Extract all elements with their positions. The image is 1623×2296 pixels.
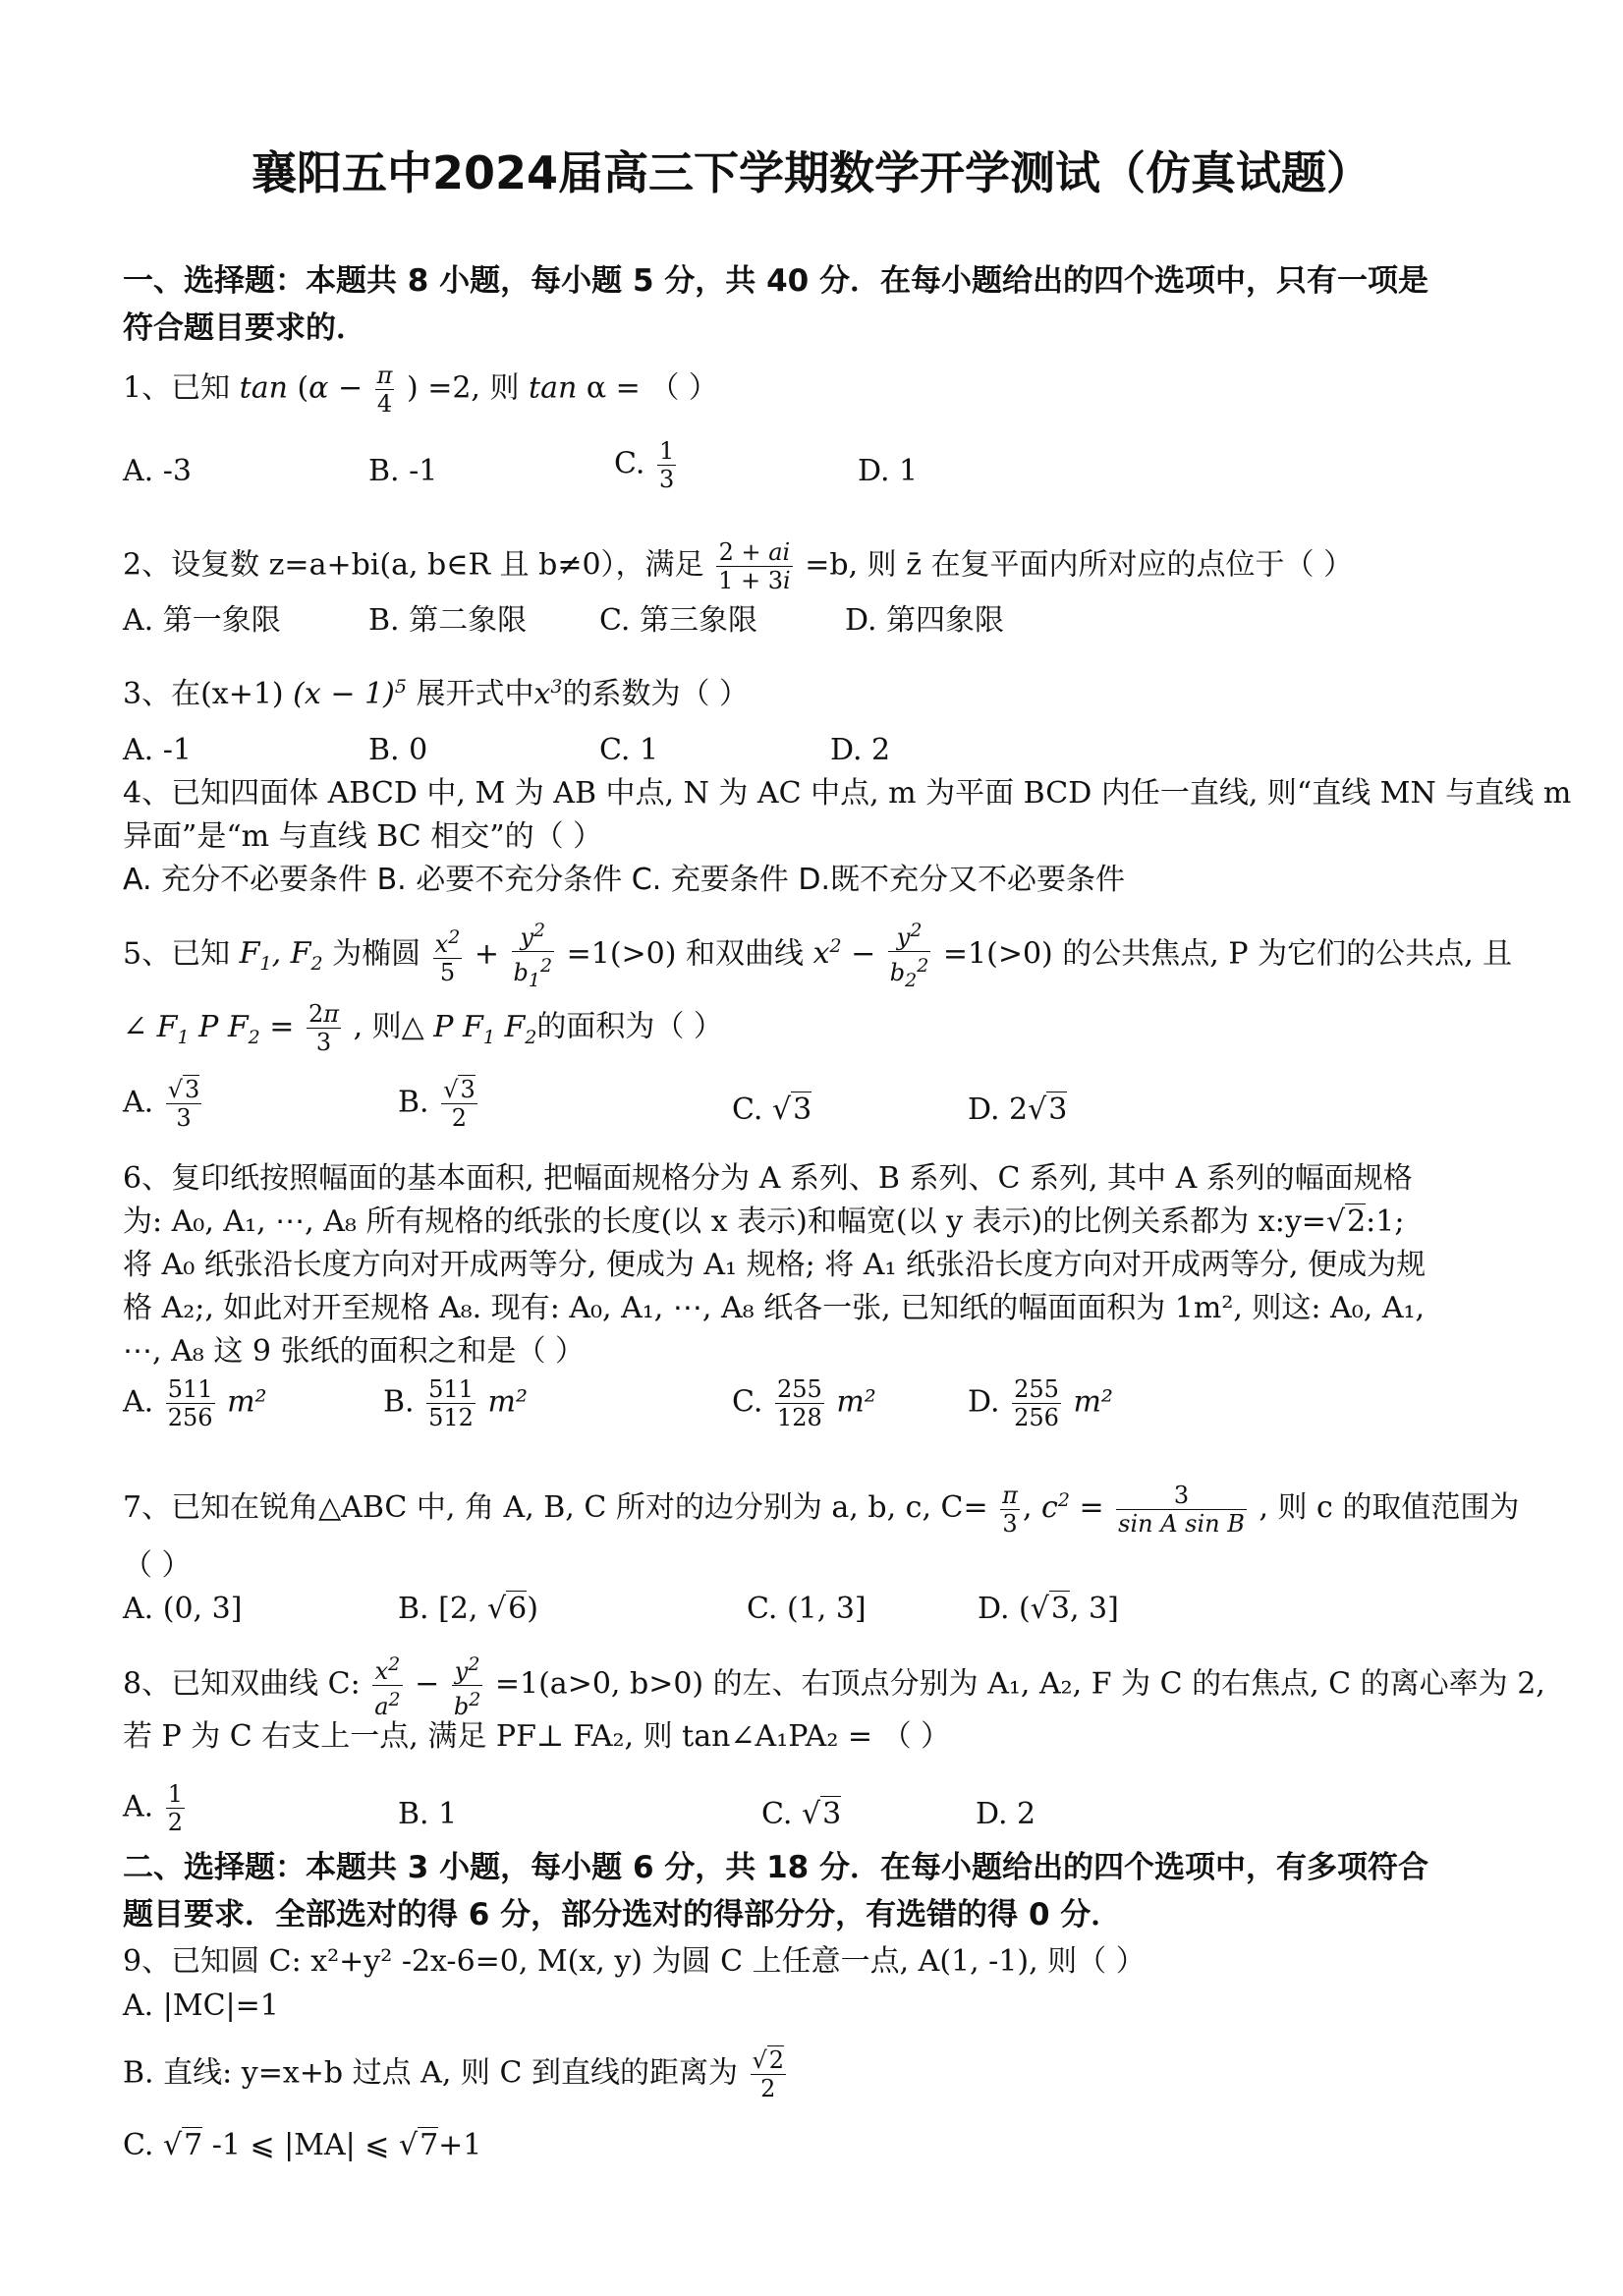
q3-stem-end: 的系数为（ ）: [562, 677, 750, 711]
page-title: 襄阳五中2024届高三下学期数学开学测试（仿真试题）: [251, 146, 1372, 199]
q6-option-d: D. $\frac{255}{256}$ m²: [968, 1375, 1113, 1431]
q5-stem-a: 为椭圆: [332, 936, 421, 972]
q1-fraction: $\frac{\pi}{4}$: [376, 362, 393, 418]
q7-stem-post: , 则 c 的取值范围为: [1259, 1490, 1520, 1525]
q1-stem-pre: 1、已知: [123, 370, 231, 406]
q5-stem-e: 的面积为（ ）: [536, 1009, 723, 1044]
q1-option-a: A. -3: [123, 454, 192, 488]
q6-line2: 为: A₀, A₁, ⋯, A₈ 所有规格的纸张的长度(以 x 表示)和幅宽(以 y 表示)的比例关系都为 x:y=√2:1;: [123, 1204, 1405, 1239]
q1-stem-post: α = （ ）: [577, 370, 718, 406]
q2-fraction: $\frac{2 + ai}{1 + 3i}$: [718, 538, 791, 594]
q5-option-c: C. √3: [732, 1092, 812, 1127]
q5-option-a: A. $\frac{√3}{3}$: [123, 1076, 200, 1132]
q1-stem-mid: ) =2, 则: [406, 370, 520, 406]
q9-option-c: C. √7 -1 ⩽ |MA| ⩽ √7+1: [123, 2128, 482, 2162]
question-6: [123, 1157, 1426, 1373]
q2-stem-post: =b, 则 z̄ 在复平面内所对应的点位于（ ）: [805, 547, 1354, 583]
section-one-line1: 一、选择题：本题共 8 小题，每小题 5 分，共 40 分．在每小题给出的四个选项中，只有一项是: [123, 263, 1429, 299]
q2-option-c: C. 第三象限: [599, 603, 757, 638]
section-one-line2: 符合题目要求的．: [123, 310, 366, 346]
q3-option-b: B. 0: [368, 733, 428, 767]
q6-line3: 将 A₀ 纸张沿长度方向对开成两等分, 便成为 A₁ 规格; 将 A₁ 纸张沿长度方向对开成两等分, 便成为规: [123, 1248, 1427, 1282]
section-two-heading: [123, 1844, 1518, 1938]
q8-line2: 若 P 为 C 右支上一点, 满足 PF⊥ FA₂, 则 tan∠A₁PA₂ = （ ）: [123, 1719, 951, 1754]
q5-stem-c: =1(>0) 的公共焦点, P 为它们的公共点, 且: [942, 936, 1513, 972]
section-one-heading: [123, 257, 1518, 352]
q3-option-a: A. -1: [123, 733, 192, 767]
q3-option-d: D. 2: [830, 733, 891, 767]
q5-stem-b: =1(>0) 和双曲线: [566, 936, 805, 972]
question-3: 3、在(x+1) $(x - 1)^5$ 展开式中$x^3$的系数为（ ）: [123, 676, 750, 711]
q5-stem-d: , 则△: [353, 1009, 424, 1044]
q8-stem-pre: 8、已知双曲线 C:: [123, 1666, 361, 1702]
question-5-line2: ∠ $F_1$ P $F_2$ = $\frac{2\pi}{3}$ , 则△ P $F_1$ $F_2$的面积为（ ）: [123, 1000, 723, 1056]
q4-line1: 4、已知四面体 ABCD 中, M 为 AB 中点, N 为 AC 中点, m 为平面 BCD 内任一直线, 则“直线 MN 与直线 m: [123, 776, 1572, 811]
q8-option-a: A. $\frac{1}{2}$: [123, 1780, 184, 1836]
q5-option-d: D. 2√3: [968, 1092, 1068, 1127]
q8-option-d: D. 2: [976, 1797, 1036, 1831]
q6-line4: 格 A₂;, 如此对开至规格 A₈. 现有: A₀, A₁, ⋯, A₈ 纸各一张, 已知纸的幅面面积为 1m², 则这: A₀, A₁,: [123, 1291, 1426, 1325]
q8-option-b: B. 1: [398, 1797, 458, 1831]
question-5: 5、已知 $F_1$, $F_2$ 为椭圆 $\frac{x^2}{5}$ + $\frac{y^2}{b_1^2}$ =1(>0) 和双曲线 $x^2$ − $\frac{y^2}{b_2^2}$ =1(>0) 的公共焦点, P 为它们的公共点, 且: [123, 917, 1512, 994]
q2-option-a: A. 第一象限: [123, 603, 281, 638]
q1-option-c-label: C.: [614, 446, 645, 481]
q7-option-b: B. [2, √6): [398, 1592, 538, 1626]
q9-option-b: B. 直线: y=x+b 过点 A, 则 C 到直线的距离为 $\frac{√2}{2}$: [123, 2046, 785, 2102]
q6-option-a: A. $\frac{511}{256}$ m²: [123, 1375, 267, 1431]
q9-option-a: A. |MC|=1: [123, 1988, 279, 2023]
q3-option-c: C. 1: [599, 733, 659, 767]
q8-stem-post: =1(a>0, b>0) 的左、右顶点分别为 A₁, A₂, F 为 C 的右焦点, C 的离心率为 2,: [494, 1666, 1545, 1702]
q4-options: A. 充分不必要条件 B. 必要不充分条件 C. 充要条件 D.既不充分又不必要条件: [123, 863, 1125, 897]
q5-stem-pre: 5、已知: [123, 936, 231, 972]
q6-option-c: C. $\frac{255}{128}$ m²: [732, 1375, 876, 1431]
q6-option-b: B. $\frac{511}{512}$ m²: [383, 1375, 528, 1431]
q7-stem-end: （ ）: [123, 1548, 192, 1583]
q3-stem-pre: 3、在(x+1): [123, 677, 284, 711]
question-9: 9、已知圆 C: x²+y² -2x-6=0, M(x, y) 为圆 C 上任意一点, A(1, -1), 则（ ）: [123, 1944, 1146, 1979]
q7-option-d: D. (√3, 3]: [978, 1592, 1119, 1626]
question-8: 8、已知双曲线 C: $\frac{x^2}{a^2}$ − $\frac{y^2}{b^2}$ =1(a>0, b>0) 的左、右顶点分别为 A₁, A₂, F 为 C 的右焦点, C 的离心率为 2,: [123, 1651, 1545, 1720]
question-7: 7、已知在锐角△ABC 中, 角 A, B, C 所对的边分别为 a, b, c, C= $\frac{\pi}{3}$ , $c^2$ = $\frac{3}{\text{sin A sin B}}$ , 则 c 的取值范围为: [123, 1481, 1520, 1538]
q3-stem-post: 展开式中: [416, 677, 534, 711]
q2-option-b: B. 第二象限: [368, 603, 528, 638]
q1-option-b: B. -1: [368, 454, 438, 488]
q8-option-c: C. √3: [761, 1797, 842, 1831]
q7-option-c: C. (1, 3]: [747, 1592, 867, 1626]
section-two-line1: 二、选择题：本题共 3 小题，每小题 6 分，共 18 分．在每小题给出的四个选项中，有多项符合: [123, 1850, 1429, 1885]
q5-option-b: B. $\frac{√3}{2}$: [398, 1076, 476, 1132]
q6-line1: 6、复印纸按照幅面的基本面积, 把幅面规格分为 A 系列、B 系列、C 系列, 其中 A 系列的幅面规格: [123, 1161, 1413, 1196]
q7-stem-pre: 7、已知在锐角△ABC 中, 角 A, B, C 所对的边分别为 a, b, c, C=: [123, 1490, 988, 1525]
section-two-line2: 题目要求．全部选对的得 6 分，部分选对的得部分分，有选错的得 0 分．: [123, 1897, 1122, 1932]
question-4: [123, 772, 1571, 902]
q1-option-d: D. 1: [858, 454, 919, 488]
question-1: 1、已知 tan (α − $\frac{\pi}{4}$ ) =2, 则 tan α = （ ）: [123, 362, 718, 418]
q2-stem-pre: 2、设复数 z=a+bi(a, b∈R 且 b≠0），满足: [123, 547, 704, 583]
q1-option-c: C. $\frac{1}{3}$: [614, 437, 675, 493]
question-2: [123, 538, 1353, 594]
q2-option-d: D. 第四象限: [845, 603, 1005, 638]
q7-option-a: A. (0, 3]: [123, 1592, 243, 1626]
q4-line2: 异面”是“m 与直线 BC 相交”的（ ）: [123, 819, 603, 854]
q6-line5: ⋯, A₈ 这 9 张纸的面积之和是（ ）: [123, 1334, 585, 1369]
